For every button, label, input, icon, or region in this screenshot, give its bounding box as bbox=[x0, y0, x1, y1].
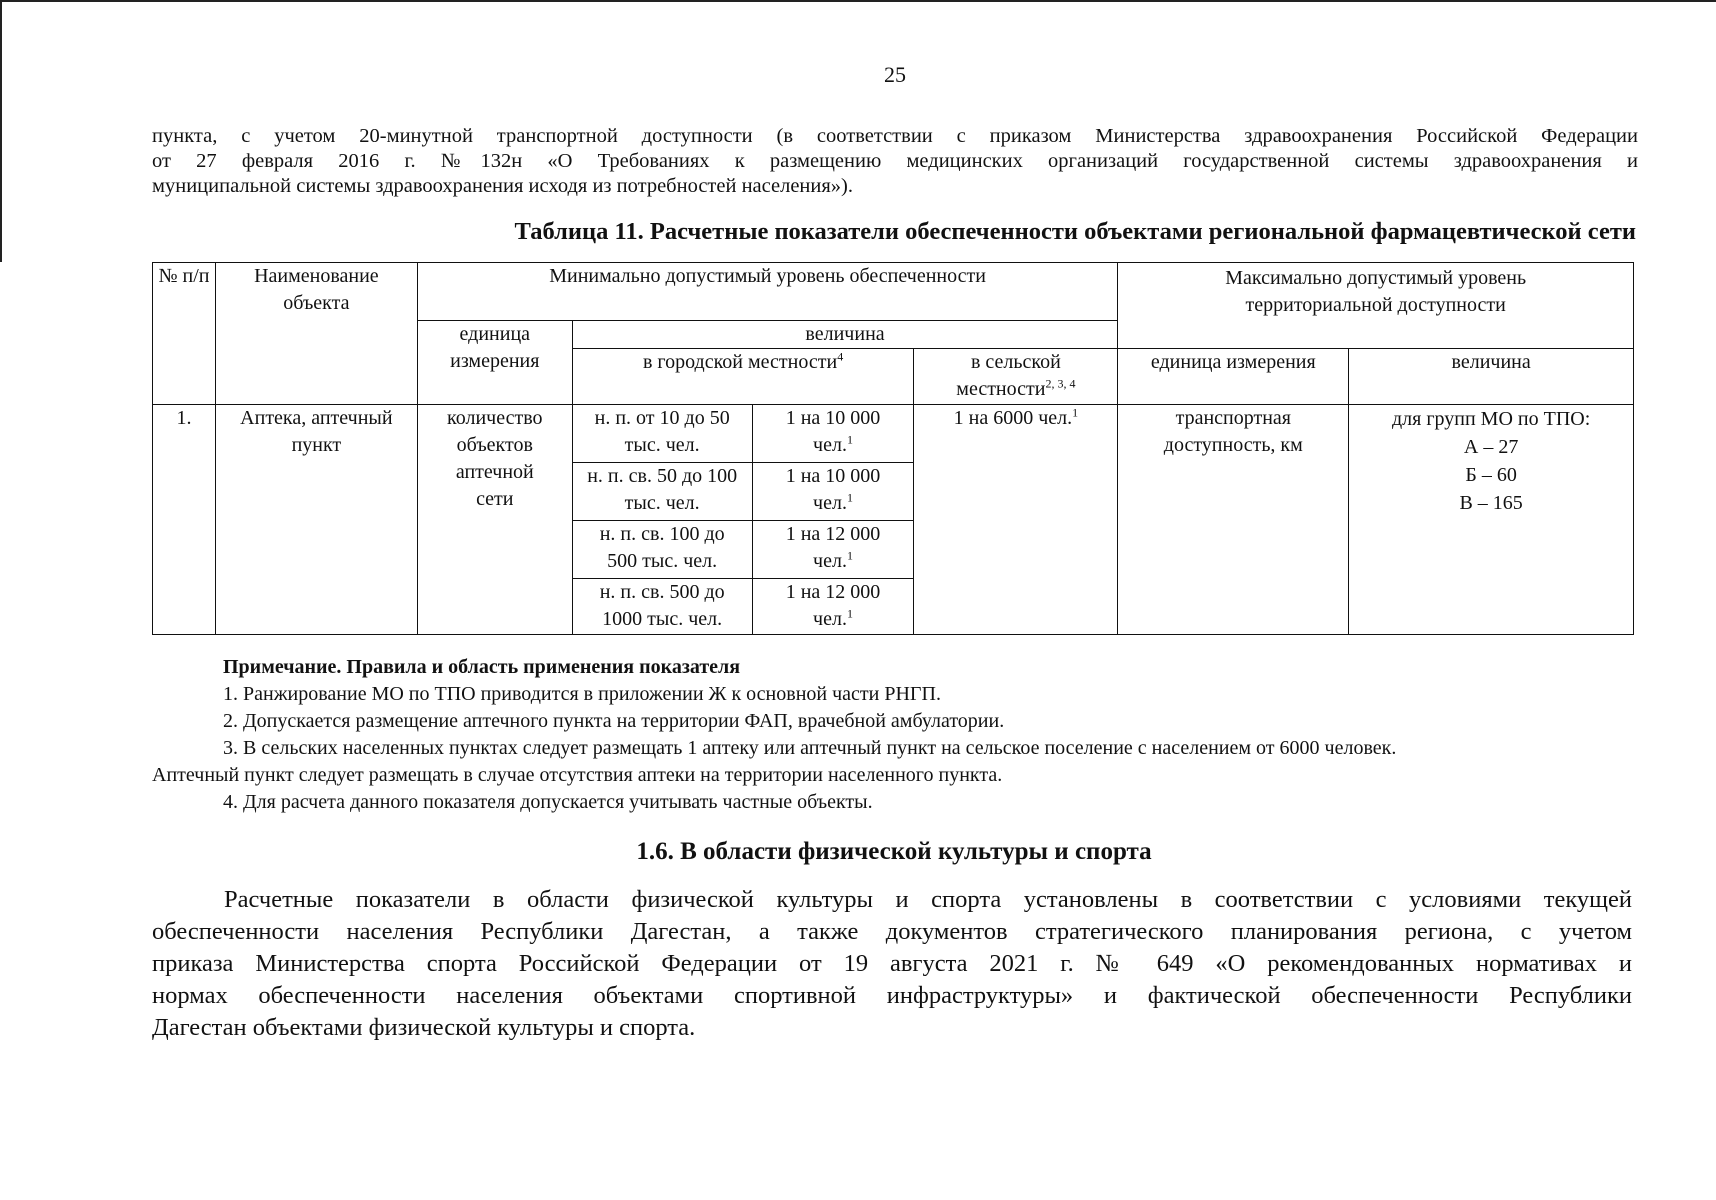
settlement-cell: н. п. св. 100 до 500 тыс. чел. bbox=[572, 521, 752, 579]
header-rural: в сельской местности$^{2, 3, 4}$ bbox=[914, 349, 1118, 405]
header-value: величина bbox=[572, 321, 1118, 349]
settlement-cell: н. п. от 10 до 50 тыс. чел. bbox=[572, 405, 752, 463]
header-max-unit: единица измерения bbox=[1118, 349, 1349, 405]
section-title: 1.6. В области физической культуры и спорта bbox=[636, 838, 1152, 865]
page-number: 25 bbox=[884, 62, 906, 87]
max-value-line: В – 165 bbox=[1459, 492, 1523, 514]
header-min-level: Минимально допустимый уровень обеспеченности bbox=[417, 263, 1118, 321]
row-unit: количество объектов аптечной сети bbox=[417, 405, 572, 635]
header-max-value: величина bbox=[1349, 349, 1634, 405]
intro-line: муниципальной системы здравоохранения исходя из потребностей населения»). bbox=[152, 175, 853, 197]
pharmacy-indicators-table bbox=[152, 262, 1634, 635]
header-name: Наименование объекта bbox=[215, 263, 417, 405]
intro-line: от 27 февраля 2016 г. №132н «О Требованиях к размещению медицинских организаций государственной системы здравоохранения и bbox=[152, 150, 1638, 172]
notes-heading: Примечание. Правила и область применения показателя bbox=[223, 656, 741, 678]
header-num: № п/п bbox=[153, 263, 216, 405]
intro-paragraph bbox=[152, 124, 1638, 199]
body-line: нормах обеспеченности населения объектами спортивной инфраструктуры» и фактической обеспеченности Республики bbox=[152, 982, 1632, 1009]
scan-border-top bbox=[0, 0, 1716, 2]
settlement-cell: н. п. св. 500 до 1000 тыс. чел. bbox=[572, 579, 752, 635]
note-item: 2. Допускается размещение аптечного пункта на территории ФАП, врачебной амбулатории. bbox=[223, 710, 1005, 732]
norm-cell: 1 на 10 000 чел.$^1$ bbox=[752, 405, 914, 463]
body-paragraph bbox=[152, 884, 1632, 1044]
norm-cell: 1 на 12 000 чел.$^1$ bbox=[752, 521, 914, 579]
intro-line: пункта, с учетом 20-минутной транспортной доступности (в соответствии с приказом Министерства здравоохранения Российской Федерации bbox=[152, 125, 1638, 147]
max-value-cell bbox=[1349, 405, 1634, 635]
body-line: обеспеченности населения Республики Дагестан, а также документов стратегического планирования региона, с учетом bbox=[152, 918, 1632, 945]
max-value-line: Б – 60 bbox=[1465, 464, 1517, 486]
norm-cell: 1 на 10 000 чел.$^1$ bbox=[752, 463, 914, 521]
row-name: Аптека, аптечный пункт bbox=[215, 405, 417, 635]
settlement-cell: н. п. св. 50 до 100 тыс. чел. bbox=[572, 463, 752, 521]
header-urban: в городской местности$^4$ bbox=[572, 349, 914, 405]
body-line: приказа Министерства спорта Российской Федерации от 19 августа 2021 г. № 649 «О рекомендованных нормативах и bbox=[152, 950, 1632, 977]
row-num: 1. bbox=[153, 405, 216, 635]
note-item: 3. В сельских населенных пунктах следует размещать 1 аптеку или аптечный пункт на сельское поселение с населением от 6000 человек. bbox=[223, 737, 1397, 759]
body-line: Расчетные показатели в области физической культуры и спорта установлены в соответствии с условиями текущей bbox=[224, 886, 1632, 913]
max-value-line: для групп МО по ТПО: bbox=[1391, 408, 1591, 430]
notes-block bbox=[152, 654, 1642, 816]
norm-cell: 1 на 12 000 чел.$^1$ bbox=[752, 579, 914, 635]
max-unit-cell: транспортная доступность, км bbox=[1118, 405, 1349, 635]
note-item: 1. Ранжирование МО по ТПО приводится в приложении Ж к основной части РНГП. bbox=[223, 683, 941, 705]
note-item: 4. Для расчета данного показателя допускается учитывать частные объекты. bbox=[223, 791, 873, 813]
scan-border-left bbox=[0, 0, 2, 262]
table-title: Таблица 11. Расчетные показатели обеспеченности объектами региональной фармацевтической сети bbox=[514, 218, 1636, 245]
body-line: Дагестан объектами физической культуры и спорта. bbox=[152, 1014, 696, 1041]
note-item: Аптечный пункт следует размещать в случае отсутствия аптеки на территории населенного пункта. bbox=[152, 764, 1003, 786]
header-unit: единица измерения bbox=[417, 321, 572, 405]
rural-value-cell: 1 на 6000 чел.$^1$ bbox=[914, 405, 1118, 635]
max-value-line: А – 27 bbox=[1463, 436, 1519, 458]
header-max-level: Максимально допустимый уровень территориальной доступности bbox=[1118, 263, 1634, 349]
